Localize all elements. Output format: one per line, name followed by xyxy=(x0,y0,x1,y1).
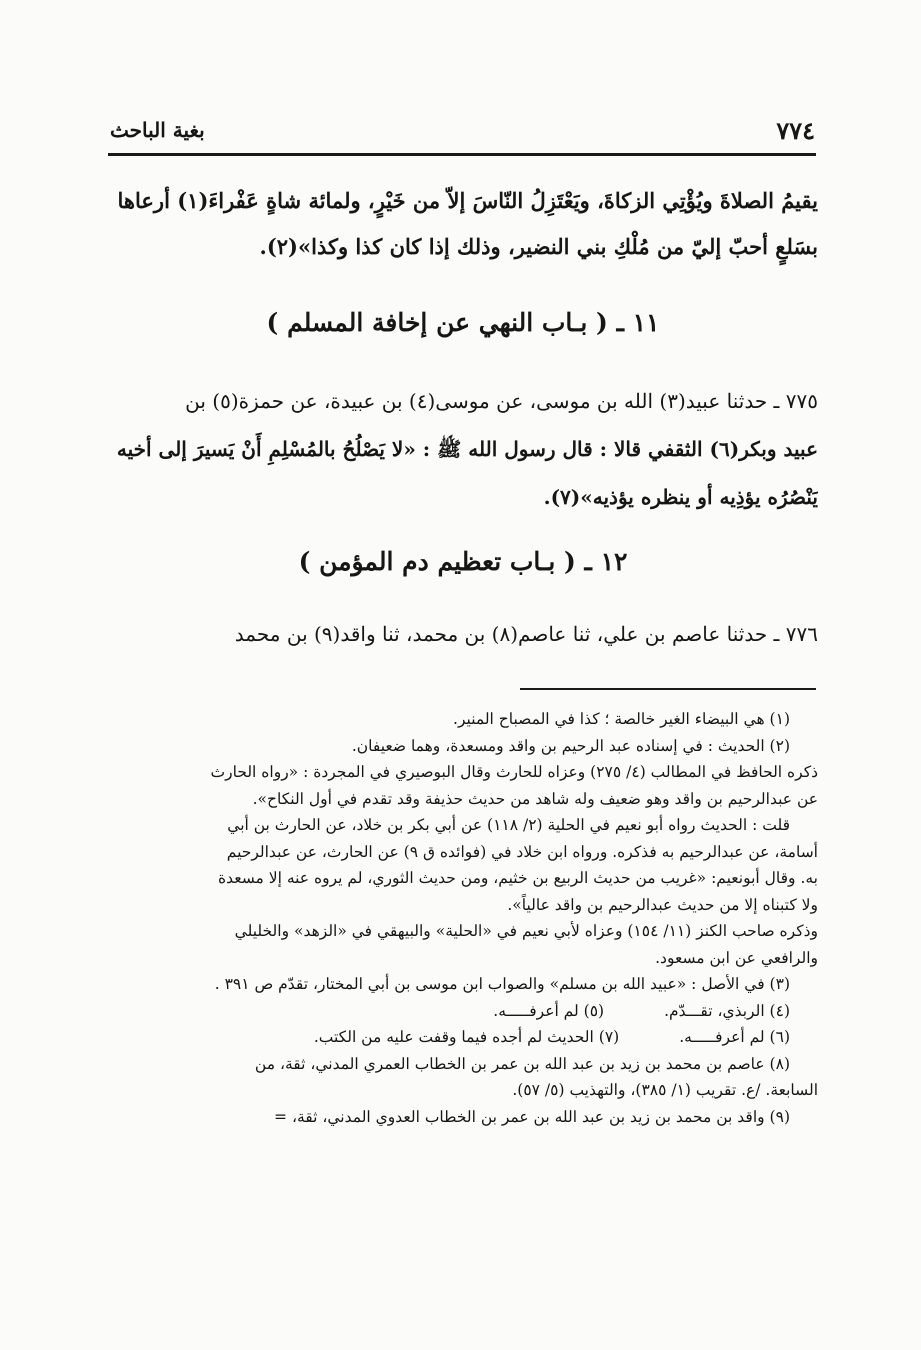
footnote-line: (٣) في الأصل : «عبيد الله بن مسلم» والصواب ابن موسى بن أبي المختار، تقدّم ص ٣٩١ . xyxy=(214,975,790,993)
footnote-line: السابعة. /ع. تقريب (١/ ٣٨٥)، والتهذيب (٥/ ٥٧). xyxy=(512,1081,818,1099)
footnote-line: (٨) عاصم بن محمد بن زيد بن عبد الله بن عمر بن الخطاب العمري المدني، ثقة، من xyxy=(254,1054,790,1073)
footnote-line: (٩) واقد بن محمد بن زيد بن عبد الله بن عمر بن الخطاب العدوي المدني، ثقة، = xyxy=(274,1107,790,1126)
hadith-775 xyxy=(108,377,818,521)
running-title: بغية الباحث xyxy=(110,118,205,142)
footnote-line: قلت : الحديث رواه أبو نعيم في الحلية (٢/ ١١٨) عن أبي بكر بن خلاد، عن الحارث بن أبي xyxy=(227,816,790,834)
hadith-776 xyxy=(108,610,818,658)
footnote-6: (٦) لم أعرفـــــه. xyxy=(679,1028,790,1046)
continued-hadith-text xyxy=(108,178,818,270)
footnote-line: (١) هي البيضاء الغير خالصة ؛ كذا في المصباح المنير. xyxy=(453,710,790,728)
footnote-separator xyxy=(520,688,816,690)
footnote-4: (٤) الربذي، تقـــدّم. xyxy=(664,1001,790,1020)
hadith-line: ٧٧٦ ـ حدثنا عاصم بن علي، ثنا عاصم(٨) بن محمد، ثنا واقد(٩) بن محمد xyxy=(234,622,818,646)
text-line: بسَلعٍ أحبّ إليّ من مُلْكِ بني النضير، وذلك إذا كان كذا وكذا»(٢). xyxy=(259,234,818,259)
hadith-line: يَنْصُرُه يؤذِيه أو ينظره يؤذيه»(٧). xyxy=(543,485,818,509)
footnote-pair xyxy=(108,1024,818,1051)
footnote-5: (٥) لم أعرفـــــه. xyxy=(493,1001,605,1020)
footnote-line: عن عبدالرحيم بن واقد وهو ضعيف وله شاهد من حديث حذيفة وقد تقدم في أول النكاح». xyxy=(252,789,818,808)
hadith-line: عبيد وبكر(٦) الثقفي قالا : قال رسول الله ﷺ : «لا يَصْلُحُ بالمُسْلِمِ أَنْ يَسيرَ إلى أخيه xyxy=(116,437,818,461)
hadith-line: ٧٧٥ ـ حدثنا عبيد(٣) الله بن موسى، عن موسى(٤) بن عبيدة، عن حمزة(٥) بن xyxy=(185,389,818,413)
footnote-line: أسامة، عن عبدالرحيم به فذكره. ورواه ابن خلاد في (فوائده ق ٩) عن الحارث، عن عبدالرحيم xyxy=(226,842,818,861)
footnote-line: والرافعي عن ابن مسعود. xyxy=(655,948,818,967)
chapter-heading-11: ١١ ـ ( بـاب النهي عن إخافة المسلم ) xyxy=(266,308,660,337)
header-rule xyxy=(108,153,816,156)
footnote-pair xyxy=(108,998,818,1025)
footnote-7: (٧) الحديث لم أجده فيما وقفت عليه من الكتب. xyxy=(313,1028,620,1046)
text-line: يقيمُ الصلاةَ ويُؤْتِي الزكاةَ، ويَعْتَزِلُ النّاسَ إلاّ من خَيْرٍ، ولمائة شاةٍ عَفْراءَ(١) أرعاها xyxy=(117,188,818,213)
page-number: ٧٧٤ xyxy=(776,116,815,145)
footnote-line: (٢) الحديث : في إسناده عبد الرحيم بن واقد ومسعدة، وهما ضعيفان. xyxy=(351,736,790,755)
footnote-line: وذكره صاحب الكنز (١١/ ١٥٤) وعزاه لأبي نعيم في «الحلية» والبيهقي في «الزهد» والخليلي xyxy=(234,922,818,940)
footnote-line: به. وقال أبونعيم: «غريب من حديث الربيع بن خثيم، ومن حديث الثوري، لم يروه عنه إلا مسعدة xyxy=(217,869,818,887)
footnote-line: ولا كتبناه إلا من حديث عبدالرحيم بن واقد عالياً». xyxy=(507,895,818,914)
chapter-heading-12: ١٢ ـ ( بـاب تعظيم دم المؤمن ) xyxy=(298,547,628,576)
footnotes xyxy=(108,706,818,1130)
footnote-line: ذكره الحافظ في المطالب (٤/ ٢٧٥) وعزاه للحارث وقال البوصيري في المجردة : «رواه الحارث xyxy=(210,763,818,781)
page-header xyxy=(110,112,815,152)
